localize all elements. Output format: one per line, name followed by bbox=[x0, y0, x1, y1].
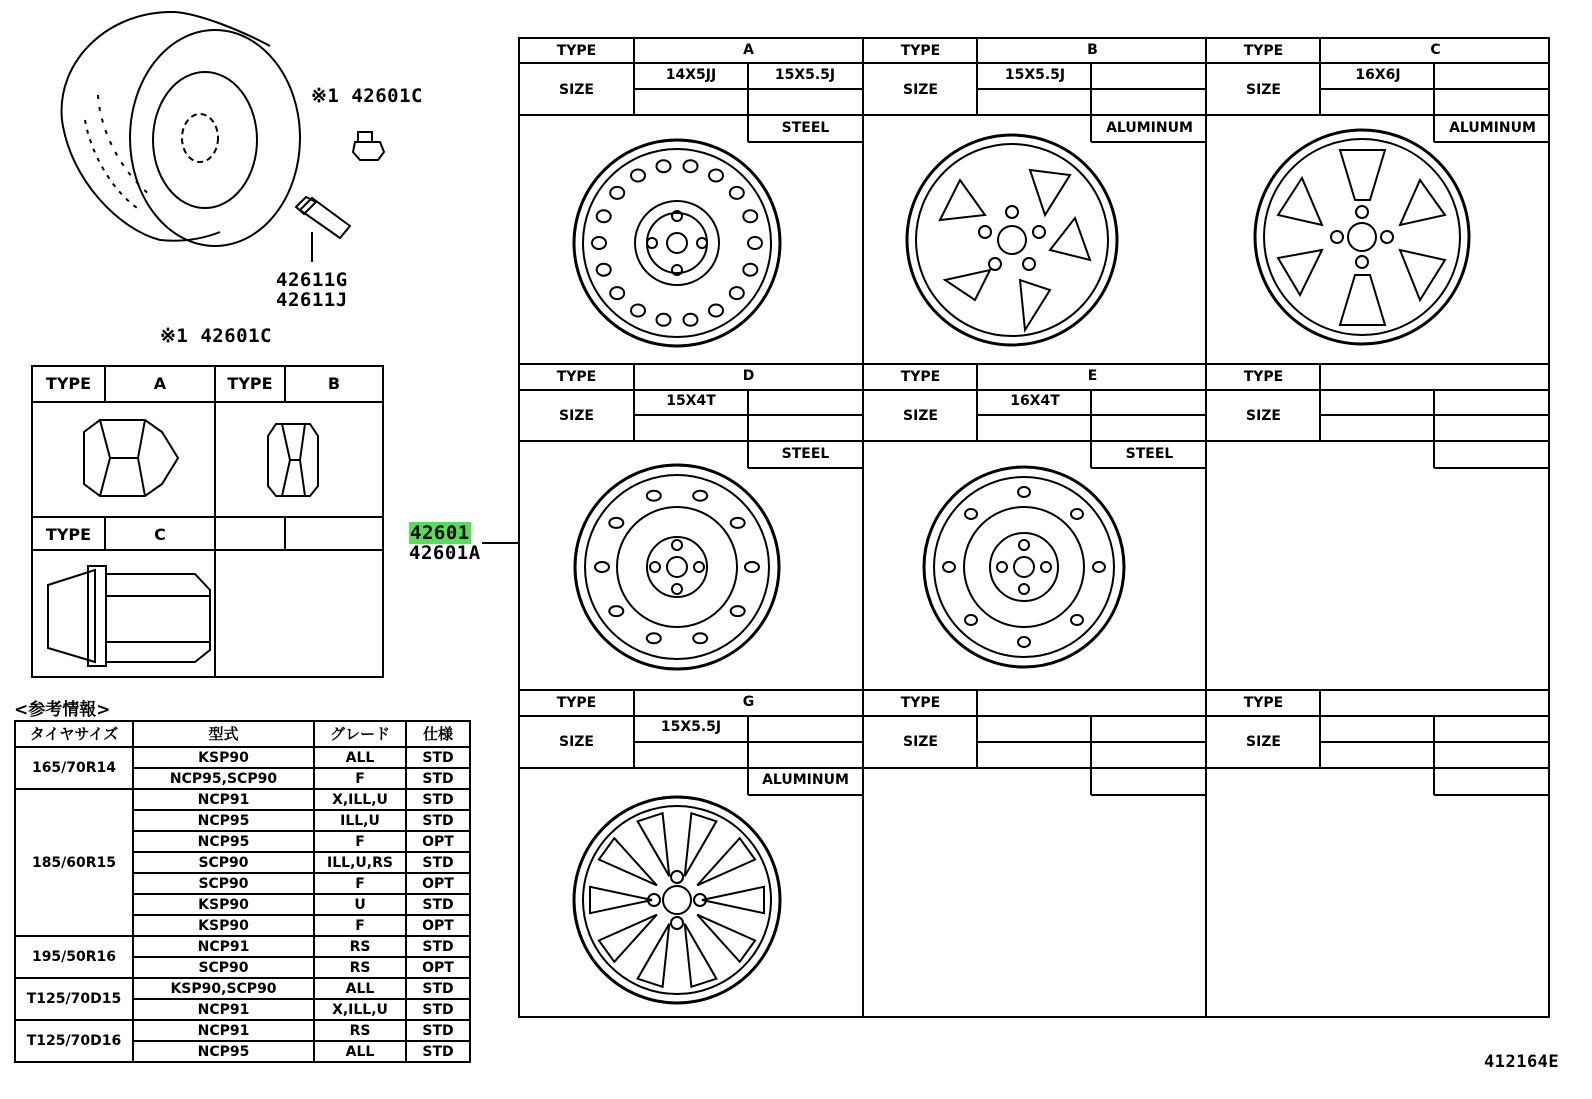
wheel-hole bbox=[684, 160, 698, 172]
grade-cell: F bbox=[314, 873, 406, 894]
wheel-hole bbox=[693, 491, 707, 501]
nut-b-drawing bbox=[268, 424, 318, 496]
nut-type-label-c: TYPE bbox=[45, 525, 92, 544]
wheel-hole bbox=[709, 305, 723, 317]
wheel-hole bbox=[1018, 637, 1030, 647]
valve-drawing bbox=[296, 197, 350, 262]
size-value: 15X5.5J bbox=[1004, 67, 1066, 83]
grade-cell: X,ILL,U bbox=[314, 999, 406, 1020]
grade-cell: RS bbox=[314, 957, 406, 978]
wheel-a-drawing bbox=[574, 140, 780, 346]
table-row bbox=[15, 1020, 470, 1041]
spec-cell: STD bbox=[406, 789, 470, 810]
wheel-hole bbox=[647, 491, 661, 501]
size-label: SIZE bbox=[1245, 734, 1281, 750]
header-model: 型式 bbox=[133, 721, 314, 747]
spec-cell: OPT bbox=[406, 915, 470, 936]
grade-cell: ILL,U,RS bbox=[314, 852, 406, 873]
wheel-hole bbox=[597, 210, 611, 222]
wheel-a-holes bbox=[592, 160, 762, 326]
size-value: 15X4T bbox=[666, 393, 716, 409]
wheel-hole bbox=[965, 615, 977, 625]
valve-code-2: 42611J bbox=[276, 289, 348, 311]
wheel-hole bbox=[743, 210, 757, 222]
table-row bbox=[15, 978, 470, 999]
model-cell: SCP90 bbox=[133, 873, 314, 894]
nut-type-a: A bbox=[153, 374, 167, 393]
type-value: A bbox=[743, 42, 754, 58]
wheel-d-drawing bbox=[575, 465, 779, 669]
wheel-hole bbox=[595, 562, 609, 572]
wheel-code-2: 42601A bbox=[409, 542, 481, 564]
wheel-spoke bbox=[638, 924, 670, 987]
wheel-spoke bbox=[590, 887, 652, 913]
wheel-hole bbox=[610, 187, 624, 199]
reference-title: <参考情報> bbox=[14, 700, 111, 720]
wheel-hole bbox=[631, 170, 645, 182]
type-label: TYPE bbox=[900, 695, 941, 711]
material-label: ALUMINUM bbox=[1106, 120, 1193, 136]
tire-size-cell: 195/50R16 bbox=[15, 936, 133, 978]
grade-cell: ILL,U bbox=[314, 810, 406, 831]
tire-size-cell: 185/60R15 bbox=[15, 789, 133, 936]
size-label: SIZE bbox=[1245, 82, 1281, 98]
wheel-hole bbox=[610, 287, 624, 299]
type-label: TYPE bbox=[900, 43, 941, 59]
wheel-hole bbox=[592, 237, 606, 249]
tire-drawing bbox=[62, 12, 300, 246]
spec-cell: STD bbox=[406, 1020, 470, 1041]
model-cell: KSP90 bbox=[133, 915, 314, 936]
diagram-number: 412164E bbox=[1484, 1052, 1560, 1072]
wheel-hole bbox=[609, 606, 623, 616]
spec-cell: OPT bbox=[406, 957, 470, 978]
model-cell: SCP90 bbox=[133, 957, 314, 978]
header-grade: グレード bbox=[314, 721, 406, 747]
nut-type-label-b: TYPE bbox=[227, 374, 273, 393]
wheel-hole bbox=[943, 562, 955, 572]
type-value: C bbox=[1430, 42, 1441, 58]
model-cell: NCP95 bbox=[133, 831, 314, 852]
wheel-spoke bbox=[599, 915, 657, 962]
material-label: ALUMINUM bbox=[1449, 120, 1536, 136]
wheel-spoke bbox=[697, 838, 755, 885]
wheel-spoke bbox=[685, 924, 717, 987]
type-label: TYPE bbox=[1243, 695, 1284, 711]
spec-cell: OPT bbox=[406, 873, 470, 894]
wheel-spoke bbox=[685, 813, 717, 876]
type-label: TYPE bbox=[556, 369, 597, 385]
wheel-b-drawing bbox=[907, 135, 1117, 345]
wheel-hole bbox=[684, 314, 698, 326]
wheel-hole bbox=[731, 518, 745, 528]
tire-size-cell: T125/70D15 bbox=[15, 978, 133, 1020]
reference-table bbox=[14, 720, 471, 1063]
size-value: 15X5.5J bbox=[774, 67, 836, 83]
spec-cell: STD bbox=[406, 810, 470, 831]
wheel-spoke bbox=[697, 915, 755, 962]
valve-code-1: 42611G bbox=[276, 269, 348, 291]
wheel-hole bbox=[609, 518, 623, 528]
grade-cell: F bbox=[314, 768, 406, 789]
wheel-spoke bbox=[702, 887, 764, 913]
nut-type-c: C bbox=[154, 525, 166, 544]
model-cell: NCP95 bbox=[133, 810, 314, 831]
hub-nut-code-table bbox=[160, 326, 272, 346]
wheel-hole bbox=[631, 305, 645, 317]
wheel-hole bbox=[597, 264, 611, 276]
spec-cell: STD bbox=[406, 852, 470, 873]
wheel-code-1[interactable] bbox=[409, 523, 471, 543]
grade-cell: RS bbox=[314, 1020, 406, 1041]
table-row bbox=[15, 789, 470, 810]
model-cell: NCP95,SCP90 bbox=[133, 768, 314, 789]
wheel-hole bbox=[743, 264, 757, 276]
hub-nut-code-top bbox=[311, 86, 423, 106]
nut-c-drawing bbox=[48, 566, 210, 666]
model-cell: NCP91 bbox=[133, 1020, 314, 1041]
type-label: TYPE bbox=[1243, 369, 1284, 385]
grade-cell: ALL bbox=[314, 747, 406, 768]
spec-cell: OPT bbox=[406, 831, 470, 852]
grade-cell: ALL bbox=[314, 978, 406, 999]
wheel-spoke bbox=[599, 838, 657, 885]
wheel-c-drawing bbox=[1255, 130, 1469, 344]
spec-cell: STD bbox=[406, 999, 470, 1020]
wheel-hole bbox=[657, 314, 671, 326]
size-label: SIZE bbox=[902, 408, 938, 424]
table-row bbox=[15, 747, 470, 768]
grade-cell: X,ILL,U bbox=[314, 789, 406, 810]
size-label: SIZE bbox=[558, 734, 594, 750]
wheel-hole bbox=[730, 187, 744, 199]
wheel-e-holes bbox=[943, 487, 1105, 647]
size-value: 15X5.5J bbox=[660, 719, 722, 735]
wheel-hole bbox=[1071, 509, 1083, 519]
hub-nut-small-drawing bbox=[353, 132, 384, 160]
size-label: SIZE bbox=[558, 82, 594, 98]
type-value: D bbox=[742, 368, 755, 384]
spec-cell: STD bbox=[406, 978, 470, 999]
type-label: TYPE bbox=[556, 695, 597, 711]
spec-cell: STD bbox=[406, 747, 470, 768]
size-label: SIZE bbox=[1245, 408, 1281, 424]
size-value: 16X6J bbox=[1355, 67, 1401, 83]
type-label: TYPE bbox=[900, 369, 941, 385]
material-label: STEEL bbox=[781, 120, 830, 136]
model-cell: NCP95 bbox=[133, 1041, 314, 1062]
model-cell: NCP91 bbox=[133, 999, 314, 1020]
model-cell: NCP91 bbox=[133, 936, 314, 957]
type-value: B bbox=[1087, 42, 1098, 58]
size-label: SIZE bbox=[902, 82, 938, 98]
wheel-hole bbox=[1093, 562, 1105, 572]
type-label: TYPE bbox=[1243, 43, 1284, 59]
wheel-g-spokes bbox=[590, 813, 764, 987]
wheel-spoke bbox=[638, 813, 670, 876]
grade-cell: F bbox=[314, 915, 406, 936]
wheel-hole bbox=[1071, 615, 1083, 625]
tire-size-cell: T125/70D16 bbox=[15, 1020, 133, 1062]
spec-cell: STD bbox=[406, 1041, 470, 1062]
note-mark: ※1 bbox=[311, 85, 340, 107]
size-label: SIZE bbox=[558, 408, 594, 424]
spec-cell: STD bbox=[406, 768, 470, 789]
material-label: STEEL bbox=[1125, 446, 1174, 462]
hub-nut-code: 42601C bbox=[351, 85, 423, 107]
wheel-hole bbox=[965, 509, 977, 519]
wheel-hole bbox=[657, 160, 671, 172]
wheel-hole bbox=[731, 606, 745, 616]
hub-nut-code: 42601C bbox=[200, 325, 272, 347]
wheel-hole bbox=[730, 287, 744, 299]
note-mark: ※1 bbox=[160, 325, 189, 347]
tire-size-cell: 165/70R14 bbox=[15, 747, 133, 789]
model-cell: NCP91 bbox=[133, 789, 314, 810]
nut-type-b: B bbox=[327, 374, 341, 393]
material-label: ALUMINUM bbox=[762, 772, 849, 788]
grade-cell: ALL bbox=[314, 1041, 406, 1062]
header-tire-size: タイヤサイズ bbox=[15, 721, 133, 747]
nut-type-label-a: TYPE bbox=[45, 374, 92, 393]
grade-cell: F bbox=[314, 831, 406, 852]
model-cell: KSP90,SCP90 bbox=[133, 978, 314, 999]
wheel-hole bbox=[693, 633, 707, 643]
wheel-hole bbox=[748, 237, 762, 249]
wheel-e-drawing bbox=[924, 467, 1124, 667]
type-value: G bbox=[742, 694, 755, 710]
grade-cell: RS bbox=[314, 936, 406, 957]
size-label: SIZE bbox=[902, 734, 938, 750]
type-label: TYPE bbox=[556, 43, 597, 59]
wheel-g-drawing bbox=[574, 797, 780, 1003]
model-cell: KSP90 bbox=[133, 747, 314, 768]
wheel-hole bbox=[1018, 487, 1030, 497]
model-cell: SCP90 bbox=[133, 852, 314, 873]
wheel-hole bbox=[709, 170, 723, 182]
spec-cell: STD bbox=[406, 936, 470, 957]
nut-a-drawing bbox=[84, 420, 178, 496]
wheel-hole bbox=[647, 633, 661, 643]
wheel-d-holes bbox=[595, 491, 759, 644]
header-spec: 仕様 bbox=[406, 721, 470, 747]
grade-cell: U bbox=[314, 894, 406, 915]
material-label: STEEL bbox=[781, 446, 830, 462]
nut-table-lines bbox=[32, 366, 383, 677]
size-value: 14X5JJ bbox=[665, 67, 717, 83]
table-row bbox=[15, 936, 470, 957]
wheel-hole bbox=[745, 562, 759, 572]
wheel-code-highlight[interactable]: 42601 bbox=[410, 522, 470, 544]
size-value: 16X4T bbox=[1010, 393, 1060, 409]
spec-cell: STD bbox=[406, 894, 470, 915]
model-cell: KSP90 bbox=[133, 894, 314, 915]
type-value: E bbox=[1087, 368, 1098, 384]
